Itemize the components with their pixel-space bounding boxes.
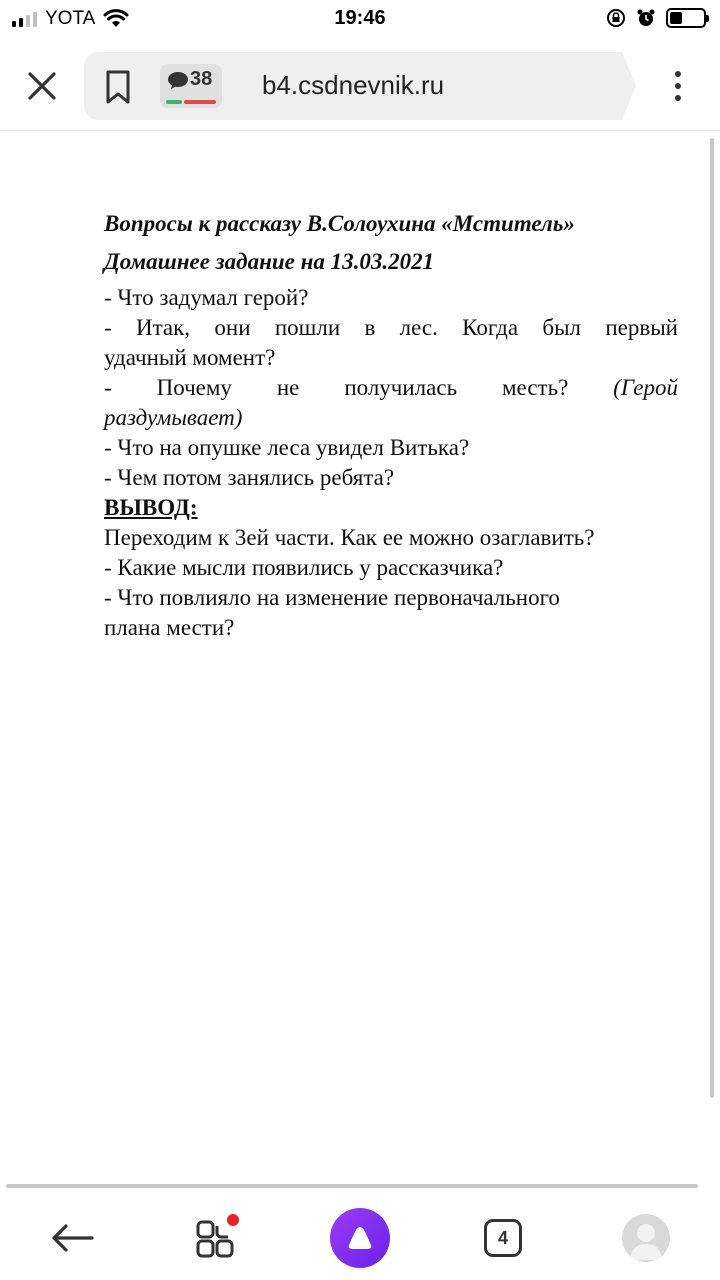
badge-rating-bar [166, 100, 216, 104]
comments-count: 38 [190, 68, 213, 90]
tabs-count: 4 [497, 1227, 508, 1248]
question-7-line-1: - Что повлияло на изменение первоначального [104, 585, 560, 610]
alarm-icon [636, 8, 656, 28]
question-3-line-1 [104, 373, 678, 403]
more-menu-button[interactable] [660, 64, 696, 108]
homework-document [104, 205, 678, 643]
alice-assistant-icon [330, 1208, 390, 1268]
close-icon [27, 71, 57, 101]
question-2-line-2: удачный момент? [104, 345, 276, 370]
status-right [606, 8, 706, 28]
alice-assistant-button[interactable] [330, 1208, 390, 1268]
document-title: Вопросы к рассказу В.Солоухина «Мститель» [104, 211, 575, 236]
browser-toolbar [0, 48, 720, 124]
profile-button[interactable] [616, 1208, 676, 1268]
homework-date: Домашнее задание на 13.03.2021 [104, 249, 435, 274]
comments-badge[interactable] [160, 64, 222, 108]
question-5: - Чем потом занялись ребята? [104, 465, 395, 490]
bookmark-button[interactable] [100, 68, 136, 108]
question-3-note-part-1: (Герой [613, 375, 679, 400]
bottom-scroll-indicator [6, 1184, 698, 1188]
carrier-name: YOTA [45, 8, 96, 29]
tabs-button[interactable] [473, 1208, 533, 1268]
notification-dot [227, 1214, 239, 1226]
question-1: - Что задумал герой? [104, 285, 309, 310]
more-menu-icon [675, 71, 681, 77]
status-time: 19:46 [334, 7, 386, 29]
question-3-text: - Почему не получилась месть? [104, 375, 569, 400]
back-arrow-icon [50, 1223, 94, 1253]
question-7-line-2: плана мести? [104, 615, 235, 640]
question-3-note-part-2: раздумывает) [104, 405, 243, 430]
tabs-icon [484, 1219, 522, 1257]
close-button[interactable] [18, 62, 66, 110]
lock-rotation-icon [606, 8, 626, 28]
page-scrollbar[interactable] [710, 138, 714, 1098]
profile-avatar-icon [622, 1214, 670, 1262]
bottom-navigation-bar [0, 1196, 720, 1280]
toolbar-divider [0, 130, 720, 131]
comments-icon [166, 70, 190, 92]
question-2-line-1: - Итак, они пошли в лес. Когда был первый [104, 315, 678, 340]
services-button[interactable] [186, 1208, 246, 1268]
services-grid-icon [192, 1214, 240, 1262]
conclusion-label: ВЫВОД: [104, 495, 198, 520]
question-4: - Что на опушке леса увидел Витька? [104, 435, 470, 460]
part-3-intro: Переходим к 3ей части. Как ее можно озаглавить? [104, 525, 595, 550]
back-button[interactable] [42, 1208, 102, 1268]
question-6: - Какие мысли появились у рассказчика? [104, 555, 504, 580]
bookmark-icon [100, 68, 136, 108]
status-bar [0, 0, 720, 40]
url-text[interactable]: b4.csdnevnik.ru [262, 70, 445, 100]
battery-icon [666, 8, 706, 28]
